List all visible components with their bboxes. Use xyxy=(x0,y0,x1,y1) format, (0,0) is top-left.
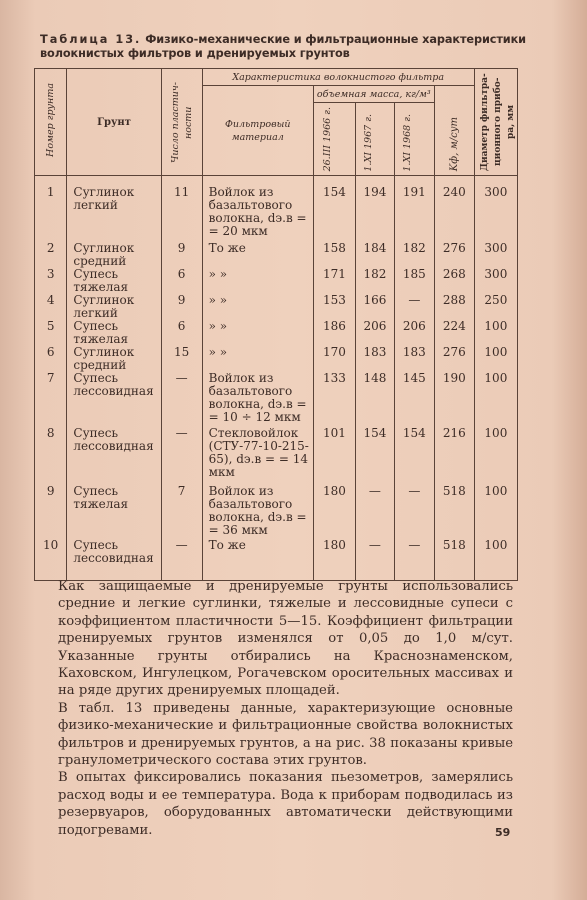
page-number: 59 xyxy=(495,826,511,839)
header-date-1: 26.III 1966 г. xyxy=(313,103,355,176)
table-row: 6 Суглинок средний 15 » » 170 183 183 276 100 xyxy=(35,346,518,372)
header-filter-group: Характеристика волокнистого фильтра xyxy=(202,69,474,86)
table-row: 8 Супесь лессовидная — Стекловойлок (СТУ-77-10-215-65), dэ.в = = 14 мкм 101 154 154 216 100 xyxy=(35,427,518,485)
header-diameter: Диаметр фильтра-ционного прибо-ра, мм xyxy=(474,69,517,176)
paragraph: В табл. 13 приведены данные, характеризующие основные физико-механические и фильтрационные свойства волокнистых фильтров и дренируемых грунтов, а на рис. 38 показаны кривые гранулометрического состава этих грунтов. xyxy=(58,700,513,769)
table-row: 7 Супесь лессовидная — Войлок из базальтового волокна, dэ.в = = 10 ÷ 12 мкм 133 148 145 190 100 xyxy=(35,372,518,427)
table-row: 3 Супесь тяжелая 6 » » 171 182 185 268 300 xyxy=(35,268,518,294)
header-kf: Kф, м/сут xyxy=(434,86,474,176)
paragraph: Как защищаемые и дренируемые грунты использовались средние и легкие суглинки, тяжелые и лессовидные супеси с коэффициентом пластичности 5—15. Коэффициент фильтрации дренируемых грунтов изменялся от 0,05 до 1,0 м/сут. Указанные грунты отбирались на Краснознаменском, Каховском, Ингулецком, Рогачевском оросительных массивах и на ряде других дренируемых площадей. xyxy=(58,579,513,699)
caption-text: Физико-механические и фильтрационные характеристики волокнистых фильтров и дренируемых грунтов xyxy=(40,33,526,60)
header-soil: Грунт xyxy=(67,69,161,176)
table-row: 2 Суглинок средний 9 То же 158 184 182 276 300 xyxy=(35,242,518,268)
data-table xyxy=(34,68,518,581)
table-row: 1 Суглинок легкий 11 Войлок из базальтового волокна, dэ.в = = 20 мкм 154 194 191 240 300 xyxy=(35,176,518,242)
paragraph: В опытах фиксировались показания пьезометров, замерялись расход воды и ее температура. Вода к приборам подводилась из резервуаров, оборудованных автоматически действующими подогревами. xyxy=(58,770,513,838)
header-material: Фильтровый материал xyxy=(202,86,313,176)
table-caption xyxy=(40,33,580,61)
header-date-3: 1.XI 1968 г. xyxy=(394,103,434,176)
table-row: 5 Супесь тяжелая 6 » » 186 206 206 224 100 xyxy=(35,320,518,346)
table-row: 9 Супесь тяжелая 7 Войлок из базальтового волокна, dэ.в = = 36 мкм 180 — — 518 100 xyxy=(35,485,518,539)
table-row: 4 Суглинок легкий 9 » » 153 166 — 288 250 xyxy=(35,294,518,320)
header-date-2: 1.XI 1967 г. xyxy=(355,103,394,176)
header-mass: объемная масса, кг/м³ xyxy=(313,86,434,103)
caption-lead: Таблица 13. xyxy=(40,33,142,46)
header-num: Номер грунта xyxy=(35,69,67,176)
header-plasticity: Число пластич-ности xyxy=(161,69,202,176)
table-row: 10 Супесь лессовидная — То же 180 — — 518 100 xyxy=(35,539,518,581)
body-text xyxy=(58,578,513,839)
